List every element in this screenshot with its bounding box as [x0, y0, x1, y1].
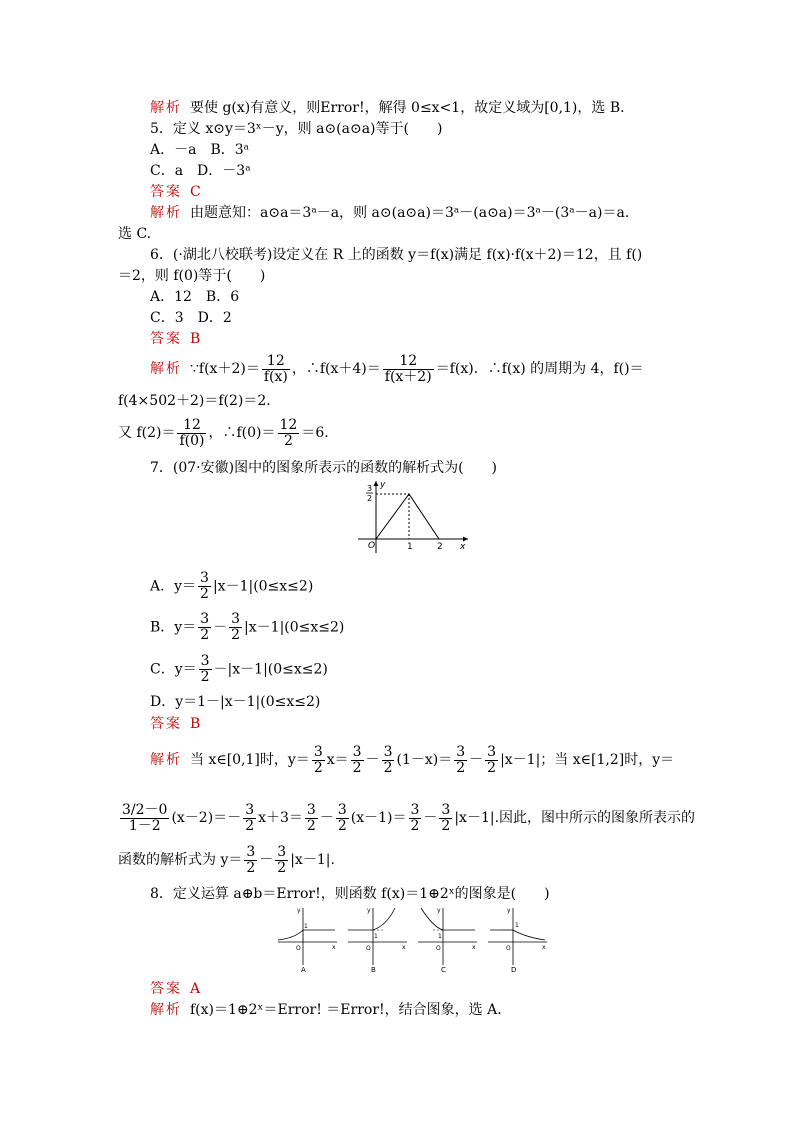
- q6-an-text: ＝f(x)．∴f(x) 的周期为 4，f()＝: [435, 361, 644, 377]
- graph-a-curve: [278, 930, 335, 940]
- q7-answer-line: [150, 714, 200, 734]
- q6-an-text: ＝6.: [301, 425, 329, 441]
- svg-text:x: x: [542, 944, 546, 951]
- q7-option-c: C．y＝ $\frac{3}{2}$ －|x－1|(0≤x≤2): [150, 653, 328, 685]
- answer-label: 答案: [150, 184, 182, 200]
- q5-answer: C: [190, 184, 201, 200]
- q8-stem: 8．定义运算 a⊕b＝Error!，则函数 f(x)＝1⊕2ˣ的图象是( ): [150, 886, 550, 902]
- fraction: $\frac{12}{f(x)}$: [263, 352, 288, 385]
- q8-analysis-text: f(x)＝1⊕2ˣ＝Error! ＝Error!，结合图象，选 A.: [190, 1002, 502, 1018]
- fraction: $\frac{3}{2}$: [456, 743, 466, 776]
- svg-text:1: 1: [438, 933, 442, 940]
- fraction: $\frac{3}{2}$: [245, 801, 255, 834]
- svg-text:1: 1: [304, 923, 308, 930]
- q8-answer: A: [190, 981, 201, 997]
- fraction: $\frac{3}{2}$: [200, 570, 209, 602]
- fraction: $\frac{3}{2}$: [231, 611, 241, 643]
- q7-option-b: B．y＝ $\frac{3}{2}$ － $\frac{3}{2}$ |x－1|(0≤x≤2): [150, 611, 345, 643]
- q7-answer: B: [190, 716, 201, 732]
- q7-stem: 7．(07·安徽)图中的图象所表示的函数的解析式为( ): [150, 460, 498, 476]
- graph-c-curve: [421, 908, 475, 930]
- q6-an-text: ，∴f(x＋4)＝: [291, 361, 381, 377]
- q6-stem-1: 6．(·湖北八校联考)设定义在 R 上的函数 y＝f(x)满足 f(x)·f(x＋2)＝12，且 f(): [150, 247, 643, 263]
- svg-text:y: y: [367, 907, 371, 914]
- prev-analysis-line: [150, 98, 625, 118]
- graph-line: [376, 494, 439, 539]
- q5-stem: 5．定义 x⊙y＝3ˣ－y，则 a⊙(a⊙a)等于( ): [150, 121, 443, 137]
- fraction: $\frac{3}{2}$: [487, 743, 497, 776]
- analysis-label: 解析: [150, 205, 182, 221]
- analysis-label: 解析: [150, 752, 182, 768]
- svg-text:O: O: [366, 945, 371, 952]
- q7-function-graph: [356, 477, 472, 557]
- fraction: $\frac{12}{f(0)}$: [179, 416, 205, 449]
- q6-analysis-line-3: [118, 416, 329, 450]
- q5-answer-line: [150, 182, 201, 202]
- fraction: $\frac{3}{2}$: [200, 611, 210, 643]
- y-tick-den: 2: [367, 494, 373, 503]
- graph-b-curve: [348, 908, 395, 930]
- answer-label: 答案: [150, 716, 182, 732]
- graph-label-b: B: [371, 966, 376, 974]
- q7-option-d: D．y＝1－|x－1|(0≤x≤2): [150, 694, 321, 710]
- fraction: $\frac{3}{2}$: [313, 743, 323, 776]
- q5-options-cd: C．a D．－3ᵃ: [150, 163, 251, 179]
- fraction: $\frac{3/2-0}{1-2}$: [122, 801, 168, 834]
- x-tick-2: 2: [437, 542, 443, 552]
- prev-analysis-text: 要使 g(x)有意义，则Error!，解得 0≤x<1，故定义域为[0,1)，选 B.: [190, 100, 625, 116]
- q8-answer-graphs: [275, 905, 550, 975]
- q6-an-text: 又 f(2)＝: [118, 425, 176, 441]
- origin-label: O: [368, 541, 376, 551]
- fraction: $\frac{3}{2}$: [246, 843, 256, 876]
- svg-text:x: x: [402, 944, 406, 951]
- svg-text:y: y: [507, 907, 511, 914]
- q6-answer-line: [150, 329, 200, 349]
- svg-text:O: O: [506, 945, 511, 952]
- graph-label-a: A: [301, 966, 306, 974]
- fraction: $\frac{3}{2}$: [277, 843, 287, 876]
- q5-analysis-line: [150, 203, 629, 223]
- q5-analysis-text: 由题意知：a⊙a＝3ᵃ－a，则 a⊙(a⊙a)＝3ᵃ－(a⊙a)＝3ᵃ－(3ᵃ－a)＝a.: [190, 205, 630, 221]
- fraction: $\frac{3}{2}$: [383, 743, 393, 776]
- fraction: $\frac{12}{f(x+2)}$: [384, 352, 432, 385]
- analysis-label: 解析: [150, 361, 182, 377]
- q7-analysis-line-3: 函数的解析式为 y＝ $\frac{3}{2}$ － $\frac{3}{2}$ |x－1|.: [118, 843, 335, 876]
- q6-an-text: ，∴f(0)＝: [208, 425, 276, 441]
- q8-analysis-line: [150, 1000, 502, 1020]
- q7-option-a: A．y＝ $\frac{3}{2}$ |x－1|(0≤x≤2): [150, 570, 314, 602]
- q6-analysis-line-1: [150, 352, 644, 386]
- fraction: $\frac{3}{2}$: [410, 801, 420, 834]
- y-tick-num: 3: [367, 484, 373, 493]
- q5-analysis-cont: 选 C.: [118, 226, 152, 242]
- fraction: $\frac{3}{2}$: [306, 801, 316, 834]
- q8-answer-line: [150, 979, 200, 999]
- svg-text:1: 1: [374, 933, 378, 940]
- x-axis-label: x: [460, 542, 466, 552]
- answer-label: 答案: [150, 331, 182, 347]
- svg-text:y: y: [437, 907, 441, 914]
- q6-options-cd: C．3 D．2: [150, 310, 232, 326]
- analysis-label: 解析: [150, 1002, 182, 1018]
- q6-options-ab: A．12 B．6: [150, 289, 240, 305]
- svg-text:y: y: [297, 907, 301, 914]
- fraction: $\frac{3}{2}$: [200, 653, 210, 685]
- graph-d-curve: [490, 930, 545, 940]
- q6-answer: B: [190, 331, 201, 347]
- svg-text:1: 1: [515, 922, 519, 929]
- graph-label-c: C: [441, 966, 446, 974]
- y-axis-label: y: [380, 480, 386, 490]
- fraction: $\frac{12}{2}$: [279, 416, 298, 449]
- analysis-label: 解析: [150, 100, 182, 116]
- q7-analysis-line-2: $\frac{3/2-0}{1-2}$ (x－2)＝－ $\frac{3}{2}$ x＋3＝ $\frac{3}{2}$ － $\frac{3}{2}$ (x－1)＝ $\frac{3}{2}$ － $\frac{3}{2}$ |x－1|.因此，图中所示的图象所表示的: [122, 801, 696, 834]
- fraction: $\frac{3}{2}$: [337, 801, 347, 834]
- svg-text:O: O: [296, 945, 301, 952]
- graph-label-d: D: [511, 966, 517, 974]
- fraction: $\frac{3}{2}$: [441, 801, 451, 834]
- svg-text:x: x: [472, 944, 476, 951]
- answer-label: 答案: [150, 981, 182, 997]
- svg-text:O: O: [436, 945, 441, 952]
- svg-text:x: x: [332, 944, 336, 951]
- q6-stem-2: ＝2，则 f(0)等于( ): [118, 268, 266, 284]
- q6-an-text: ∵f(x＋2)＝: [190, 361, 260, 377]
- x-tick-1: 1: [407, 542, 413, 552]
- q6-analysis-line-2: f(4×502＋2)＝f(2)＝2.: [118, 393, 271, 409]
- q7-analysis-line-1: 解析 当 x∈[0,1]时，y＝ $\frac{3}{2}$ x＝ $\frac{3}{2}$ － $\frac{3}{2}$ (1－x)＝ $\frac{3}{2}$ － $\frac{3}{2}$ |x－1|；当 x∈[1,2]时，y＝: [150, 743, 675, 776]
- q5-options-ab: A．－a B．3ᵃ: [150, 142, 250, 158]
- fraction: $\frac{3}{2}$: [352, 743, 362, 776]
